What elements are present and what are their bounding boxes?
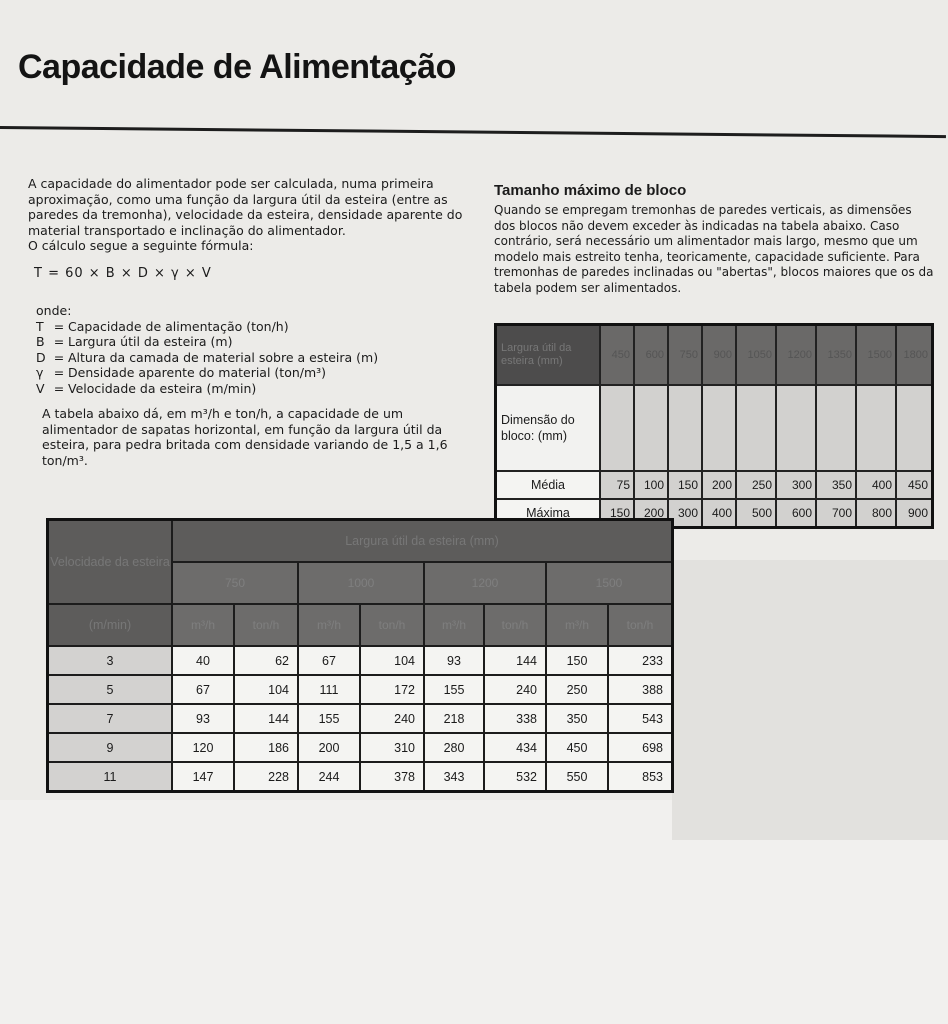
value-cell: 434 [484,733,546,762]
value-cell: 200 [702,471,736,499]
variable-item: γ = Densidade aparente do material (ton/m³) [36,365,327,380]
value-cell: 144 [234,704,298,733]
table-row [48,704,673,733]
value-cell: 104 [360,646,424,675]
width-cell: 900 [702,325,736,386]
value-cell: 450 [896,471,933,499]
value-cell: 155 [424,675,484,704]
value-cell: 62 [234,646,298,675]
value-cell: 93 [424,646,484,675]
speed-cell: 3 [48,646,173,675]
speed-cell: 5 [48,675,173,704]
width-cell: 1050 [736,325,776,386]
value-cell: 147 [172,762,234,792]
value-cell: 150 [668,471,702,499]
value-cell: 100 [634,471,668,499]
capacity-rows [48,646,673,792]
value-cell: 228 [234,762,298,792]
formula-intro: O cálculo segue a seguinte fórmula: [28,238,254,253]
width-cell: 750 [668,325,702,386]
left-column [28,176,476,468]
value-cell: 280 [424,733,484,762]
table-row [48,646,673,675]
row-label-media: Média [496,471,601,499]
value-cell: 698 [608,733,673,762]
value-cell: 200 [298,733,360,762]
value-cell: 218 [424,704,484,733]
row-label-maxima: Máxima [496,499,601,528]
table-row [48,733,673,762]
intro-paragraph: A capacidade do alimentador pode ser calculada, numa primeira aproximação, como uma função da largura útil da esteira (entre as paredes da tremonha), velocidade da esteira, densidade aparente do material transportado e inclinação do alimentador. [28,176,463,238]
section-heading: Tamanho máximo de bloco [494,182,687,199]
capacity-table [46,518,674,793]
width-cell: 1500 [856,325,896,386]
value-cell: 300 [668,499,702,528]
value-cell: 600 [776,499,816,528]
value-cell: 500 [736,499,776,528]
width-header: Largura útil da esteira (mm) [172,520,673,563]
value-cell: 150 [546,646,608,675]
value-cell: 172 [360,675,424,704]
unit-tonh: ton/h [360,604,424,646]
unit-tonh: ton/h [234,604,298,646]
value-cell: 343 [424,762,484,792]
value-cell: 240 [360,704,424,733]
value-cell: 450 [546,733,608,762]
value-cell: 67 [172,675,234,704]
value-cell: 532 [484,762,546,792]
value-cell: 120 [172,733,234,762]
value-cell: 93 [172,704,234,733]
value-cell: 240 [484,675,546,704]
onde-label: onde: [36,303,72,318]
value-cell: 75 [600,471,634,499]
value-cell: 900 [896,499,933,528]
width-cell: 450 [600,325,634,386]
value-cell: 111 [298,675,360,704]
value-cell: 700 [816,499,856,528]
width-header-label: Largura útil da esteira (mm) [496,325,601,386]
value-cell: 378 [360,762,424,792]
width-group: 750 [172,562,298,604]
variable-list [36,319,476,397]
width-cell: 600 [634,325,668,386]
unit-tonh: ton/h [608,604,673,646]
unit-m3h: m³/h [172,604,234,646]
table-note: A tabela abaixo dá, em m³/h e ton/h, a capacidade de um alimentador de sapatas horizontal, em função da largura útil da esteira, para pedra britada com densidade variando de 1,5 a 1,6 ton/m³. [42,406,448,468]
value-cell: 388 [608,675,673,704]
variable-item: T = Capacidade de alimentação (ton/h) [36,318,289,334]
formula: T = 60 × B × D × γ × V [34,265,212,281]
width-group: 1500 [546,562,673,604]
value-cell: 350 [546,704,608,733]
value-cell: 67 [298,646,360,675]
value-cell: 150 [600,499,634,528]
width-cell: 1350 [816,325,856,386]
value-cell: 310 [360,733,424,762]
value-cell: 400 [702,499,736,528]
value-cell: 186 [234,733,298,762]
value-cell: 233 [608,646,673,675]
right-column [494,182,934,296]
variable-item: B = Largura útil da esteira (m) [36,334,233,349]
width-group: 1000 [298,562,424,604]
value-cell: 104 [234,675,298,704]
unit-m3h: m³/h [298,604,360,646]
page-shadow [672,560,948,840]
value-cell: 400 [856,471,896,499]
speed-cell: 9 [48,733,173,762]
speed-header: Velocidade da esteira [48,520,173,605]
value-cell: 543 [608,704,673,733]
value-cell: 200 [634,499,668,528]
width-cell: 1200 [776,325,816,386]
table-row [48,675,673,704]
speed-cell: 11 [48,762,173,792]
page-title: Capacidade de Alimentação [18,48,456,86]
value-cell: 853 [608,762,673,792]
value-cell: 550 [546,762,608,792]
width-cell: 1800 [896,325,933,386]
value-cell: 800 [856,499,896,528]
title-rule [0,126,946,138]
value-cell: 144 [484,646,546,675]
value-cell: 155 [298,704,360,733]
value-cell: 350 [816,471,856,499]
value-cell: 250 [546,675,608,704]
variable-item: V = Velocidade da esteira (m/min) [36,380,257,396]
value-cell: 338 [484,704,546,733]
speed-unit: (m/min) [48,604,173,646]
speed-cell: 7 [48,704,173,733]
value-cell: 300 [776,471,816,499]
dimension-label: Dimensão do bloco: (mm) [496,385,601,471]
width-group: 1200 [424,562,546,604]
block-size-table [494,323,934,529]
unit-tonh: ton/h [484,604,546,646]
value-cell: 250 [736,471,776,499]
value-cell: 244 [298,762,360,792]
block-size-paragraph: Quando se empregam tremonhas de paredes verticais, as dimensões dos blocos não devem exceder às indicadas na tabela abaixo. Caso contrário, será necessário um alimentador mais largo, mesmo que um modelo mais estreito tenha, teoricamente, capacidade suficiente. Para tremonhas de paredes inclinadas ou "abertas", blocos maiores que os da tabela podem ser alimentados. [494,203,934,295]
unit-m3h: m³/h [546,604,608,646]
table-row [48,762,673,792]
variable-item: D = Altura da camada de material sobre a esteira (m) [36,349,379,365]
value-cell: 40 [172,646,234,675]
unit-m3h: m³/h [424,604,484,646]
